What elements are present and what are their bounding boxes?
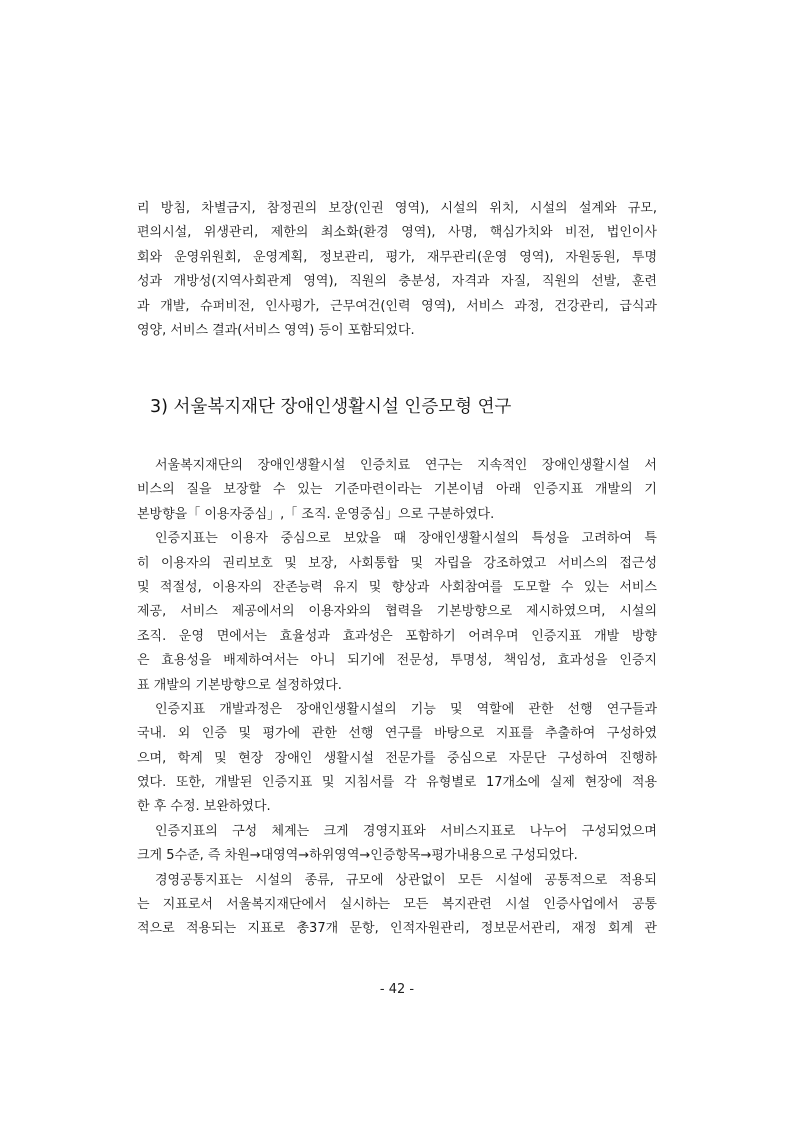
text-line: 크게 5수준, 즉 차원→대영역→하위영역→인증항목→평가내용으로 구성되었다.: [137, 848, 578, 864]
text-line: 은 효용성을 배제하여서는 아니 되기에 전문성, 투명성, 책임성, 효과성을 인증지: [137, 653, 657, 669]
text-line: 서울복지재단의 장애인생활시설 인증치료 연구는 지속적인 장애인생활시설 서: [155, 458, 657, 473]
text-line: 인증지표는 이용자 중심으로 보았을 때 장애인생활시설의 특성을 고려하여 특: [155, 531, 657, 547]
text-line: 적으로 적용되는 지표로 총37개 문항, 인적자원관리, 정보문서관리, 재정 회계 관: [137, 921, 657, 937]
section-heading: 3) 서울복지재단 장애인생활시설 인증모형 연구: [150, 397, 512, 417]
text-line: 성과 개방성(지역사회관계 영역), 직원의 충분성, 자격과 자질, 직원의 선발, 훈련: [137, 274, 657, 290]
text-line: 인증지표의 구성 체계는 크게 경영지표와 서비스지표로 나누어 구성되었으며: [155, 823, 657, 839]
paragraph: [137, 869, 657, 942]
text-line: 회와 운영위원회, 운영계획, 정보관리, 평가, 재무관리(운영 영역), 자원동원, 투명: [137, 249, 657, 265]
text-line: 경영공통지표는 시설의 종류, 규모에 상관없이 모든 시설에 공통적으로 적용되: [155, 872, 657, 888]
text-line: 비스의 질을 보장할 수 있는 기준마련이라는 기본이념 아래 인증지표 개발의 기: [137, 482, 657, 498]
text-line: 영양, 서비스 결과(서비스 영역) 등이 포함되었다.: [137, 322, 415, 338]
text-line: 표 개발의 기본방향으로 설정하였다.: [137, 677, 342, 693]
page-number: - 42 -: [379, 982, 415, 997]
text-line: 한 후 수정. 보완하였다.: [137, 799, 271, 815]
text-line: 조직. 운영 면에서는 효율성과 효과성은 포함하기 어려우며 인증지표 개발 방향: [137, 628, 657, 644]
text-line: 으며, 학계 및 현장 장애인 생활시설 전문가를 중심으로 자문단 구성하여 진행하: [137, 750, 657, 766]
text-line: 히 이용자의 권리보호 및 보장, 사회통합 및 자립을 강조하였고 서비스의 접근성: [137, 555, 657, 571]
text-line: 리 방침, 차별금지, 참정권의 보장(인권 영역), 시설의 위치, 시설의 설계와 규모,: [137, 201, 657, 216]
text-line: 였다. 또한, 개발된 인증지표 및 지침서를 각 유형별로 17개소에 실제 현장에 적용: [137, 775, 657, 791]
paragraph: [137, 527, 657, 698]
text-line: 국내. 외 인증 및 평가에 관한 선행 연구를 바탕으로 지표를 추출하여 구성하였: [137, 726, 657, 742]
intro-paragraph: [137, 197, 657, 343]
paragraph: [137, 820, 657, 869]
text-line: 제공, 서비스 제공에서의 이용자와의 협력을 기본방향으로 제시하였으며, 시설의: [137, 604, 657, 620]
paragraph: [137, 454, 657, 527]
text-line: 인증지표 개발과정은 장애인생활시설의 기능 및 역할에 관한 선행 연구들과: [155, 701, 657, 717]
text-line: 및 적절성, 이용자의 잔존능력 유지 및 향상과 사회참여를 도모할 수 있는 서비스: [137, 579, 657, 595]
paragraph: [137, 698, 657, 820]
text-line: 본방향을「 이용자중심」,「 조직. 운영중심」으로 구분하였다.: [137, 506, 495, 522]
body-text: [137, 454, 657, 942]
text-line: 는 지표로서 서울복지재단에서 실시하는 모든 복지관련 시설 인증사업에서 공통: [137, 897, 657, 913]
text-line: 과 개발, 슈퍼비전, 인사평가, 근무여건(인력 영역), 서비스 과정, 건강관리, 급식과: [137, 298, 657, 314]
text-line: 편의시설, 위생관리, 제한의 최소화(환경 영역), 사명, 핵심가치와 비전, 법인이사: [137, 225, 657, 241]
